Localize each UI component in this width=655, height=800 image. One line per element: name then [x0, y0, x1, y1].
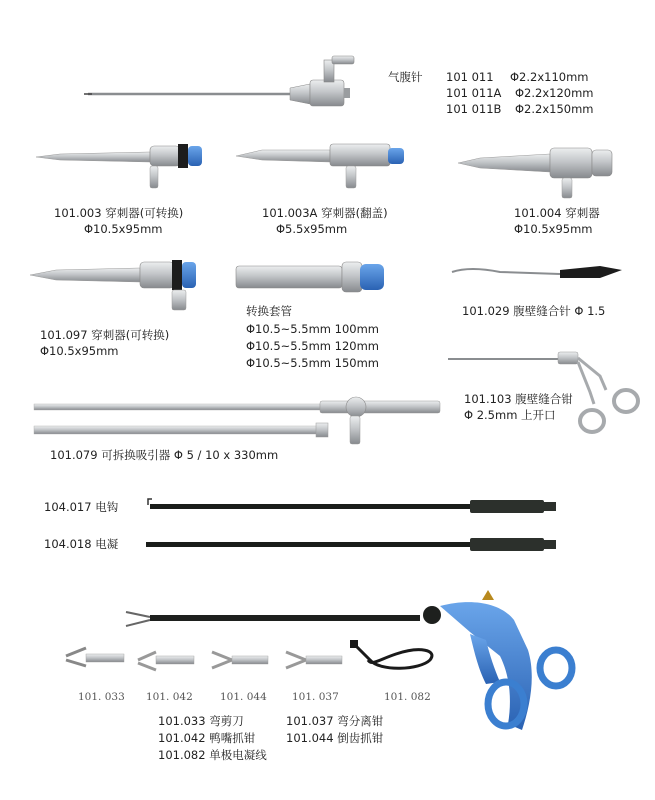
- reducer-size-3: Φ10.5~5.5mm 150mm: [246, 356, 379, 370]
- veress-size-1: Φ2.2x110mm: [510, 70, 589, 84]
- legend-044: 101.044 倒齿抓钳: [286, 731, 384, 745]
- legend-042: 101.042 鸭嘴抓钳: [158, 731, 256, 745]
- legend-082: 101.082 单极电凝线: [158, 748, 267, 762]
- tip-101-044-image: [212, 652, 268, 668]
- suture-forceps-size: Φ 2.5mm 上开口: [464, 408, 556, 422]
- veress-name: 气腹针: [388, 70, 423, 84]
- veress-code-3: 101 011B: [446, 102, 502, 116]
- reducer-sleeve-image: [236, 262, 384, 292]
- trocar-101-003-image: [36, 144, 202, 188]
- trocar-003a-code: 101.003A 穿刺器(翻盖): [262, 206, 388, 220]
- suction-label: 101.079 可拆换吸引器 Φ 5 / 10 x 330mm: [50, 448, 279, 462]
- electrode-hook-image: [148, 499, 556, 513]
- trocar-003-size: Φ10.5x95mm: [84, 222, 163, 236]
- tip-101-082-cable-image: [350, 640, 432, 668]
- veress-code-1: 101 011: [446, 70, 494, 84]
- suture-forceps-code: 101.103 腹壁缝合钳: [464, 392, 573, 406]
- electrode-coag-image: [146, 538, 556, 551]
- tip-code-044: 101. 044: [220, 691, 267, 703]
- veress-needle-image: [84, 56, 354, 106]
- reducer-size-2: Φ10.5~5.5mm 120mm: [246, 339, 379, 353]
- legend-037: 101.037 弯分离钳: [286, 714, 384, 728]
- tip-101-042-image: [138, 652, 194, 670]
- veress-code-2: 101 011A: [446, 86, 502, 100]
- tip-101-037-image: [286, 652, 342, 668]
- trocar-097-size: Φ10.5x95mm: [40, 344, 119, 358]
- trocar-101-097-image: [30, 260, 196, 310]
- trocar-003a-size: Φ5.5x95mm: [276, 222, 348, 236]
- veress-size-3: Φ2.2x150mm: [515, 102, 594, 116]
- tip-code-037: 101. 037: [292, 691, 339, 703]
- suture-needle-image: [452, 266, 622, 278]
- tip-code-033: 101. 033: [78, 691, 125, 703]
- tip-code-082: 101. 082: [384, 691, 431, 703]
- trocar-004-size: Φ10.5x95mm: [514, 222, 593, 236]
- tip-code-042: 101. 042: [146, 691, 193, 703]
- tip-101-033-image: [66, 648, 124, 666]
- trocar-101-004-image: [458, 148, 612, 198]
- reducer-name: 转换套管: [246, 304, 292, 318]
- trocar-003-code: 101.003 穿刺器(可转换): [54, 206, 184, 220]
- trocar-004-code: 101.004 穿刺器: [514, 206, 600, 220]
- suction-irrigator-image: [34, 397, 440, 444]
- electrode-coag-label: 104.018 电凝: [44, 537, 119, 551]
- veress-size-2: Φ2.2x120mm: [515, 86, 594, 100]
- reducer-size-1: Φ10.5~5.5mm 100mm: [246, 322, 379, 336]
- trocar-101-003a-image: [236, 144, 404, 188]
- suture-needle-label: 101.029 腹壁缝合针 Φ 1.5: [462, 304, 606, 318]
- electrode-hook-label: 104.017 电钩: [44, 500, 119, 514]
- legend-033: 101.033 弯剪刀: [158, 714, 244, 728]
- trocar-097-code: 101.097 穿刺器(可转换): [40, 328, 170, 342]
